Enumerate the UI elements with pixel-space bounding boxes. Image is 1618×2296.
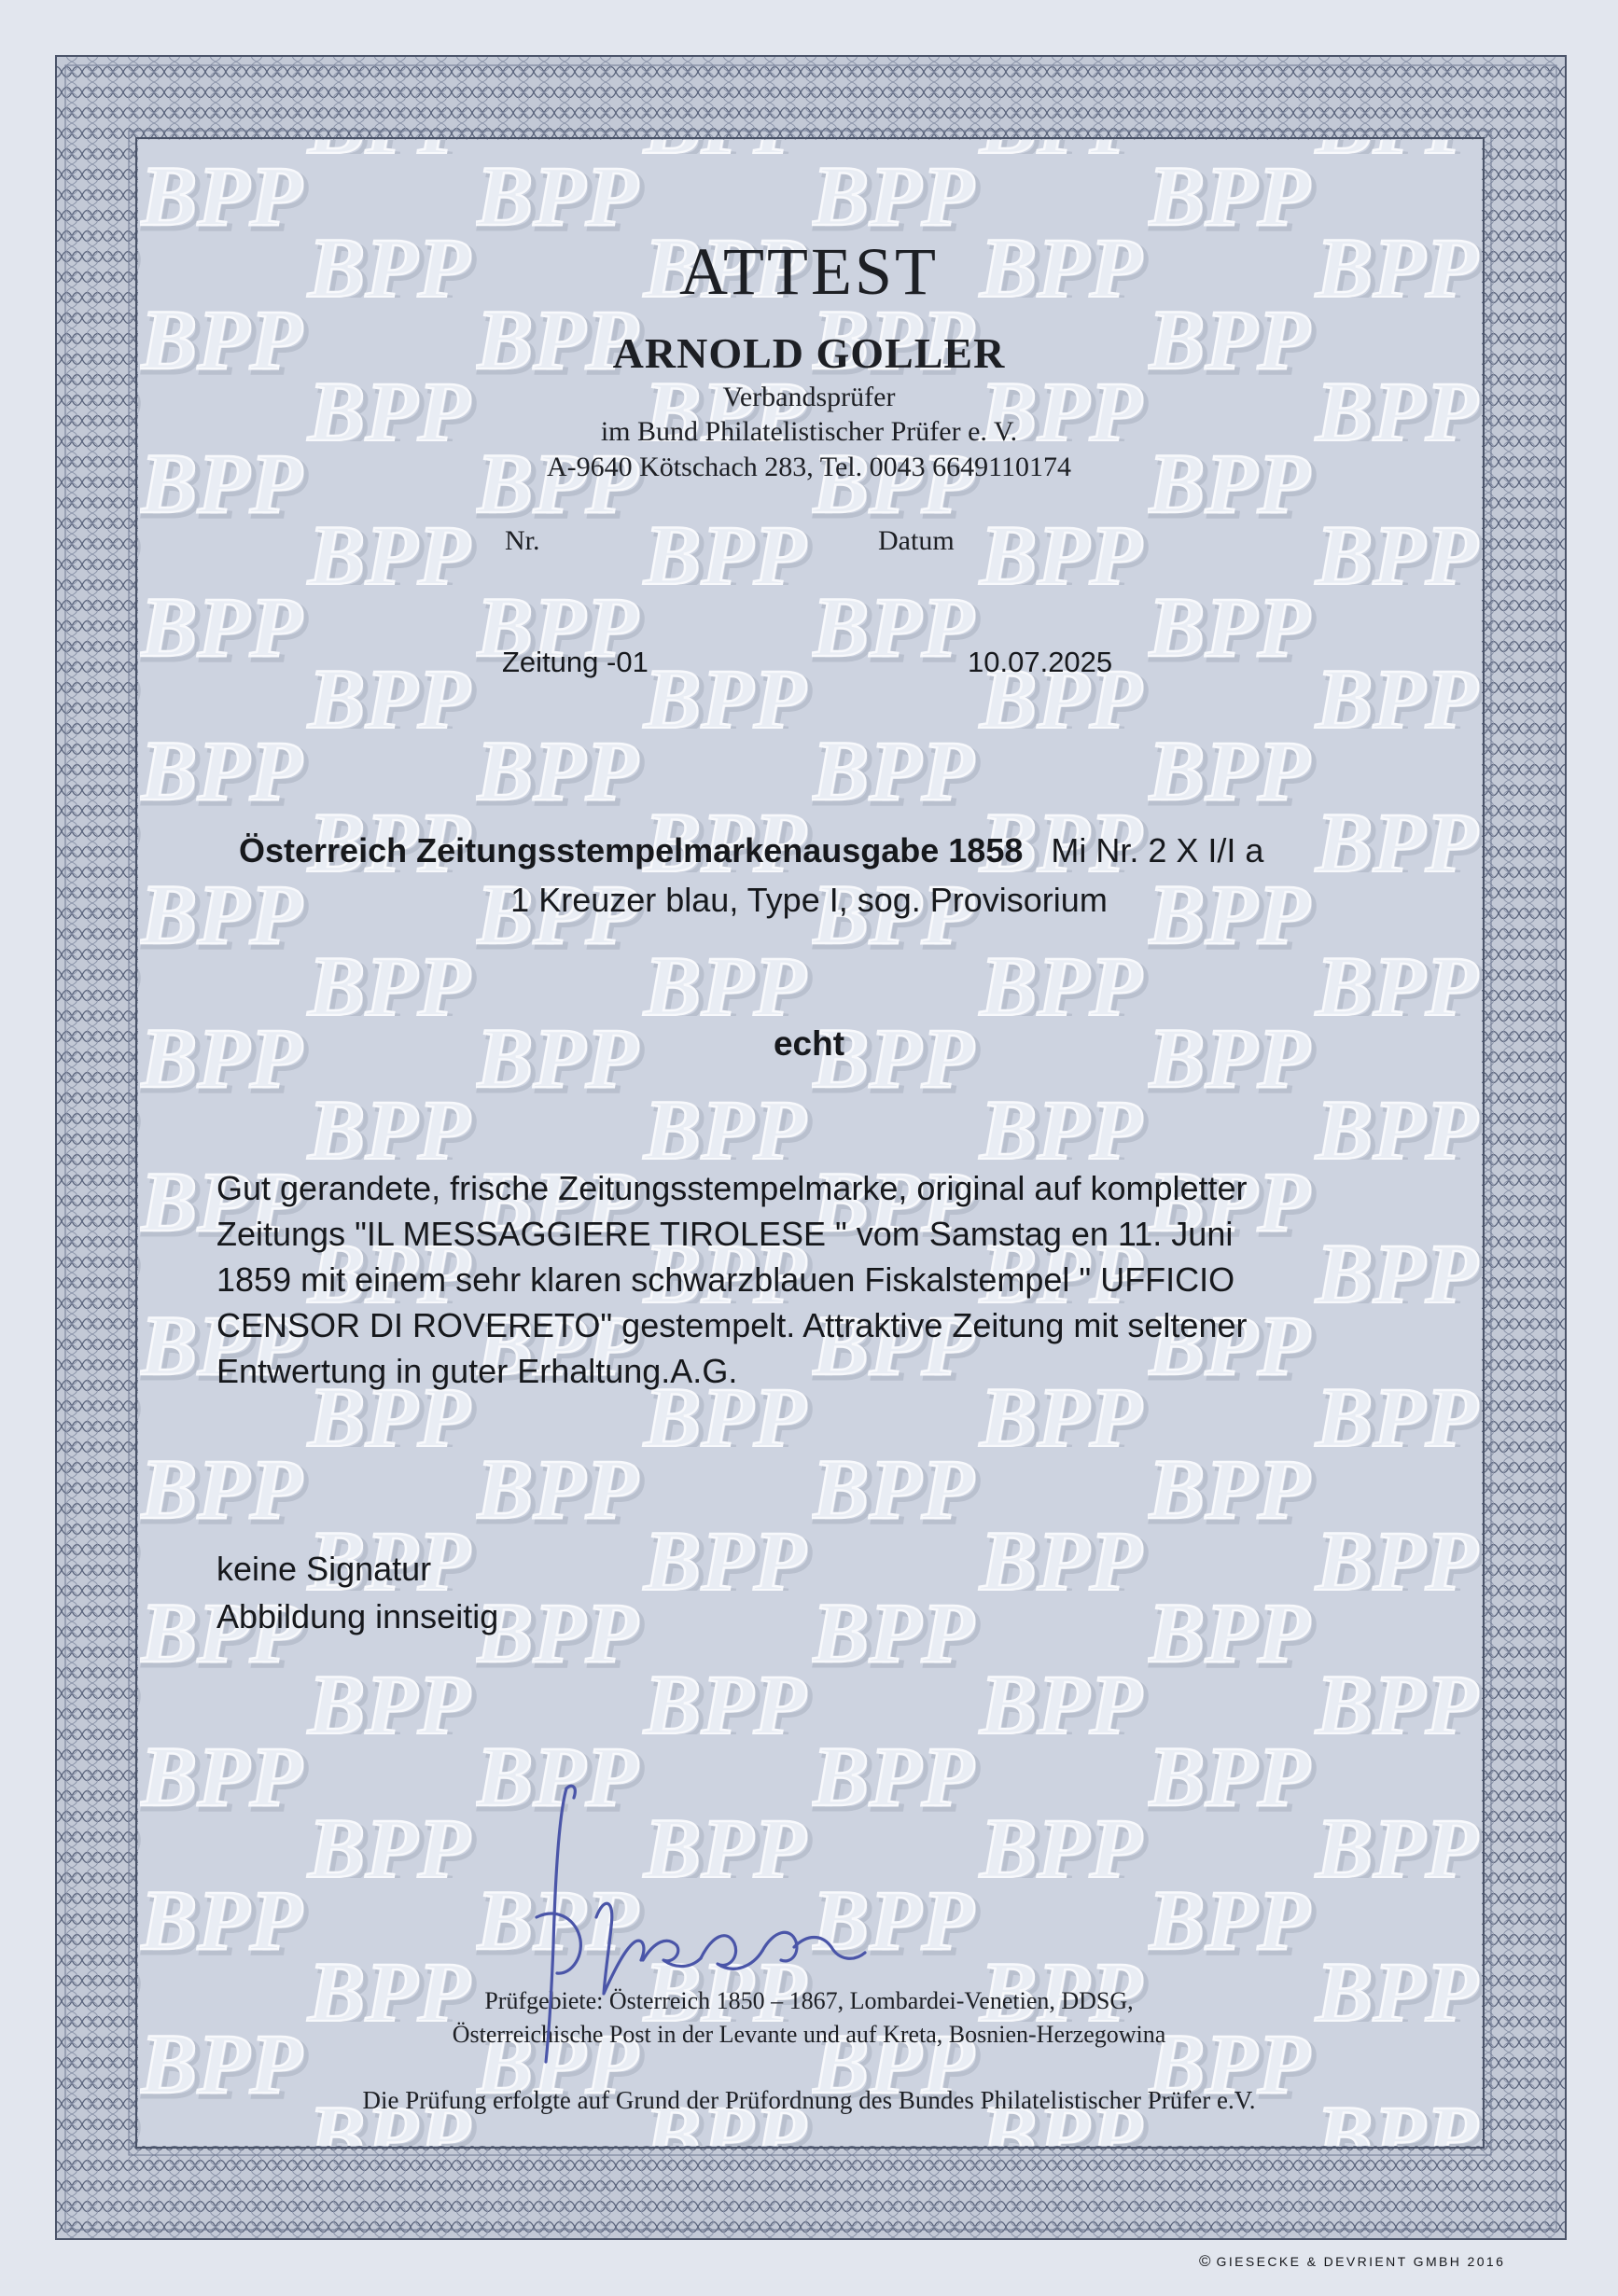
date-label: Datum [878,525,955,556]
examination-fields-line: Österreichische Post in der Levante und auf Kreta, Bosnien-Herzegowina [452,2021,1166,2048]
catalog-number: Mi Nr. 2 X I/I a [1051,831,1264,870]
handwritten-signature [518,1777,1003,2076]
examination-fields-line: Prüfgebiete: Österreich 1850 – 1867, Lombardei-Venetien, DDSG, [484,1987,1134,2014]
verdict: echt [773,1024,845,1063]
examiner-address: A-9640 Kötschach 283, Tel. 0043 6649110174 [546,452,1071,482]
body-line: Gut gerandete, frische Zeitungsstempelmarke, original auf kompletter [216,1169,1248,1207]
number-label: Nr. [505,525,540,556]
examiner-affiliation: im Bund Philatelistischer Prüfer e. V. [600,416,1018,447]
issue-title: Österreich Zeitungsstempelmarkenausgabe 1858 [239,831,1024,870]
certificate-date: 10.07.2025 [968,646,1113,678]
body-line: Zeitungs "IL MESSAGGIERE TIROLESE " vom Samstag en 11. Juni [216,1215,1234,1253]
examination-basis: Die Prüfung erfolgte auf Grund der Prüfordnung des Bundes Philatelistischer Prüfer e.V. [362,2086,1256,2114]
printer-imprint: © GIESECKE & DEVRIENT GMBH 2016 [1199,2252,1506,2270]
body-line: 1859 mit einem sehr klaren schwarzblauen Fiskalstempel " UFFICIO [216,1260,1235,1299]
item-description: 1 Kreuzer blau, Type I, sog. Provisorium [510,881,1108,919]
signature-note: keine Signatur [216,1550,432,1588]
examiner-name: ARNOLD GOLLER [612,329,1006,377]
subject-line [239,831,1263,870]
copyright-icon: © [1199,2252,1211,2270]
body-line: Entwertung in guter Erhaltung.A.G. [216,1352,738,1390]
document-title: ATTEST [679,234,939,309]
certificate-number: Zeitung -01 [502,646,649,678]
body-line: CENSOR DI ROVERETO" gestempelt. Attraktive Zeitung mit seltener [216,1306,1248,1344]
examiner-role: Verbandsprüfer [722,382,896,412]
illustration-note: Abbildung innseitig [216,1597,499,1635]
